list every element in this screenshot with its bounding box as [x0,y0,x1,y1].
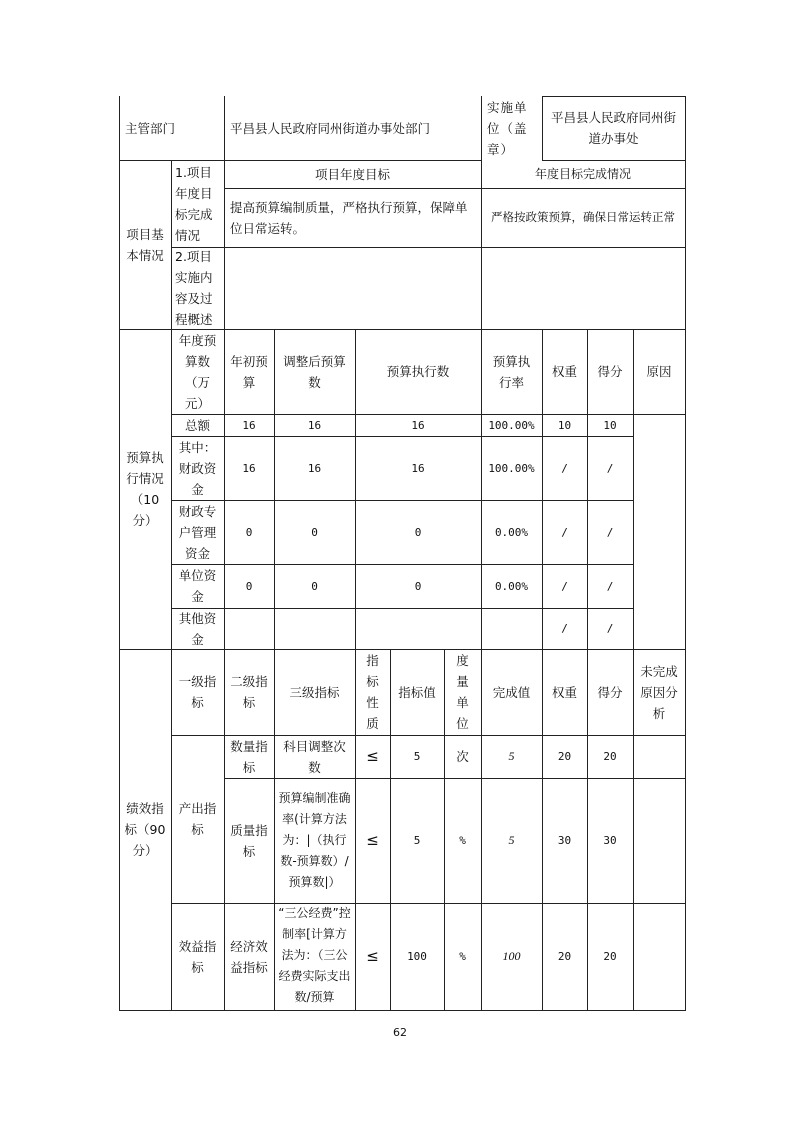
perf-header-nature: 指标性质 [366,653,379,731]
perf-unit: 次 [456,749,469,764]
budget-header-initial: 年初预算 [230,353,268,390]
perf-header-target: 指标值 [398,684,436,700]
budget-executed: 0 [414,579,422,593]
perf-target: 100 [407,950,427,963]
perf-weight: 30 [557,834,572,847]
perf-reason [633,735,685,778]
budget-section-label: 预算执行情况（10分） [126,450,164,528]
budget-header-reason: 原因 [646,364,672,379]
perf-unit: % [459,834,466,847]
budget-rate: 100.00% [488,418,535,432]
budget-row-label: 单位资金 [178,568,217,604]
perf-reason [633,903,685,1010]
budget-initial [224,608,274,649]
perf-score: 20 [603,950,617,963]
budget-header-weight: 权重 [551,364,577,379]
perf-actual: 5 [508,833,515,847]
perf-level3: 科目调整次数 [283,738,346,775]
budget-rate: 100.00% [488,461,535,475]
budget-rate: 0.00% [494,579,529,593]
budget-executed: 16 [411,418,425,432]
budget-rate: 0.00% [494,525,529,539]
perf-level1-output: 产出指标 [178,801,217,837]
budget-initial: 0 [245,579,253,593]
budget-executed: 0 [414,525,422,539]
budget-score: 10 [603,418,617,432]
impl-unit-value: 平昌县人民政府同州街道办事处 [550,110,676,146]
budget-header-rate: 预算执行率 [492,353,531,390]
budget-row-label: 其他资金 [178,610,217,647]
perf-score: 30 [603,834,617,847]
table-border-right [685,96,686,1010]
impl-text [224,247,685,329]
perf-header-score: 得分 [597,684,623,700]
perf-target: 5 [413,834,421,847]
performance-section-label: 绩效指标（90分） [124,801,166,858]
basic-info-section-label: 项目基本情况 [126,226,164,263]
budget-row-label: 其中：财政资金 [178,439,217,497]
budget-row-label: 财政专户管理资金 [178,503,217,561]
perf-nature: ≤ [366,831,379,849]
dept-label: 主管部门 [125,120,176,136]
budget-header-annual: 年度预算数（万元） [178,332,217,411]
budget-weight: / [561,622,568,635]
perf-header-level1: 一级指标 [178,674,217,710]
completion-col-header: 年度目标完成情况 [534,166,631,181]
perf-level1-benefit: 效益指标 [178,938,217,975]
completion-text: 严格按政策预算，确保日常运转正常 [491,210,675,224]
perf-header-weight: 权重 [551,684,577,700]
budget-adjusted: 0 [311,525,318,539]
perf-nature: ≤ [366,747,379,765]
perf-header-level3: 三级指标 [289,684,340,700]
perf-level3: “三公经费”控制率[计算方法为：（三公经费实际支出数/预算 [278,906,351,1004]
perf-level2: 经济效益指标 [230,938,268,975]
budget-weight: / [561,525,568,539]
budget-adjusted: 0 [311,579,318,593]
budget-weight: / [561,461,568,475]
perf-level2: 数量指标 [230,738,268,775]
impl-label: 2.项目实施内容及过程概述 [175,249,213,327]
perf-score: 20 [603,750,617,763]
perf-level2: 质量指标 [230,822,268,859]
perf-target: 5 [413,750,421,763]
perf-header-unit: 度量单位 [456,653,469,731]
page-number: 62 [393,1026,407,1039]
budget-adjusted: 16 [307,461,322,475]
budget-score: / [606,622,614,635]
budget-weight: 10 [557,418,572,432]
perf-level3: 预算编制准确率(计算方法为：|（执行数-预算数）/预算数|） [278,791,351,889]
perf-header-level2: 二级指标 [230,674,268,710]
goal-col-header: 项目年度目标 [314,166,390,182]
budget-executed [355,608,481,649]
impl-unit-label: 实施单位（盖章） [487,99,528,157]
budget-header-adjusted: 调整后预算数 [283,353,346,390]
perf-actual: 100 [502,949,521,963]
budget-initial: 16 [242,418,256,432]
budget-adjusted [274,608,355,649]
budget-reason-merged [633,414,685,649]
goal-label: 1.项目年度目标完成情况 [175,164,213,243]
budget-score: / [606,579,614,593]
budget-score: / [606,461,614,475]
perf-weight: 20 [557,750,572,763]
perf-reason [633,778,685,903]
budget-header-executed: 预算执行数 [386,364,450,379]
budget-rate [481,608,542,649]
budget-initial: 16 [242,461,256,475]
budget-weight: / [561,579,568,593]
perf-unit: % [459,950,466,963]
budget-initial: 0 [245,525,253,539]
budget-header-score: 得分 [597,364,623,379]
goal-text: 提高预算编制质量，严格执行预算，保障单位日常运转。 [230,199,468,236]
perf-actual: 5 [508,749,515,763]
budget-row-label: 总额 [184,417,210,433]
perf-weight: 20 [557,950,572,963]
perf-header-actual: 完成值 [492,684,531,700]
budget-score: / [606,525,614,539]
budget-adjusted: 16 [307,418,322,432]
dept-value: 平昌县人民政府同州街道办事处部门 [230,120,431,136]
table-border-bottom [119,1010,686,1011]
perf-nature: ≤ [366,947,379,965]
perf-header-reason: 未完成原因分析 [640,663,678,721]
budget-executed: 16 [411,461,425,475]
